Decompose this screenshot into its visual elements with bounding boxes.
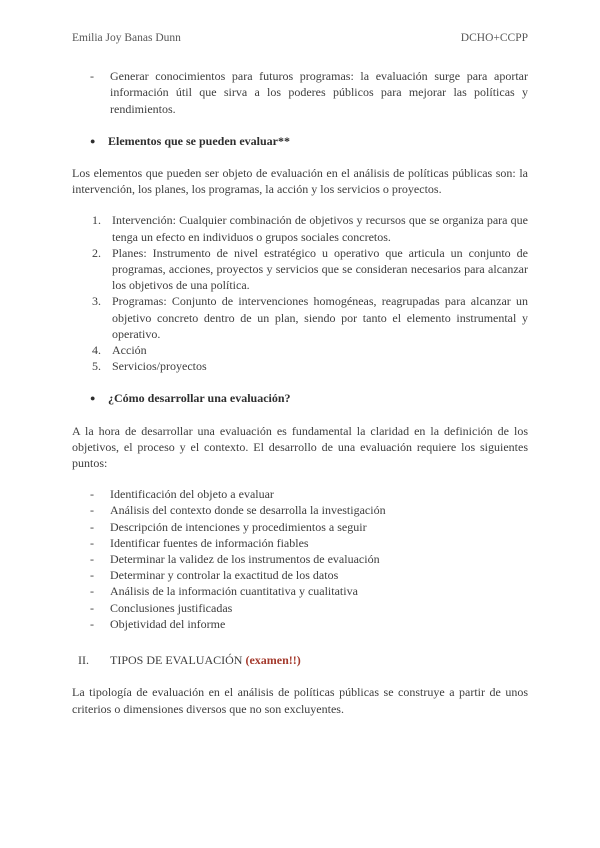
dash-marker: - (90, 503, 94, 518)
dash-paragraph-generar (72, 68, 528, 117)
list-item-text: Análisis del contexto donde se desarrolla la investigación (110, 503, 386, 518)
dash-list (72, 486, 528, 632)
list-item-text: Intervención: Cualquier combinación de objetivos y recursos que se organiza para que tenga un efecto en individuos o grupos sociales concretos. (112, 213, 528, 244)
list-item-text: Identificar fuentes de información fiables (110, 535, 309, 550)
bullet-heading-text: Elementos que se pueden evaluar** (108, 133, 291, 148)
paragraph-elementos: Los elementos que pueden ser objeto de evaluación en el análisis de políticas públicas son: la intervención, los planes, los programas, la acción y los servicios o proyectos. (72, 166, 528, 197)
list-item (72, 358, 528, 374)
list-item (72, 567, 528, 583)
list-number: 2. (92, 245, 101, 260)
list-item (72, 551, 528, 567)
list-item (72, 212, 528, 244)
list-item (72, 600, 528, 616)
list-item (72, 293, 528, 342)
list-item-text: Determinar la validez de los instrumentos de evaluación (110, 552, 380, 567)
dash-marker: - (90, 535, 94, 550)
paragraph-text: Generar conocimientos para futuros programas: la evaluación surge para aportar información útil que sirva a los poderes públicos para mejorar las políticas y rendimientos. (110, 69, 528, 116)
list-item (72, 502, 528, 518)
list-number: 5. (92, 359, 101, 374)
section-title-wrap (110, 652, 301, 668)
list-item-text: Identificación del objeto a evaluar (110, 487, 274, 502)
list-item (72, 245, 528, 294)
list-item (72, 616, 528, 632)
list-item-text: Acción (112, 343, 147, 358)
dash-marker: - (90, 568, 94, 583)
dash-marker: - (90, 69, 94, 84)
dash-marker: - (90, 616, 94, 631)
list-item-text: Objetividad del informe (110, 616, 226, 631)
list-item (72, 486, 528, 502)
bullet-heading-como-desarrollar (72, 390, 528, 406)
list-item (72, 535, 528, 551)
list-number: 3. (92, 294, 101, 309)
paragraph-como-desarrollar: A la hora de desarrollar una evaluación es fundamental la claridad en la definición de los objetivos, el proceso y el contexto. El desarrollo de una evaluación requiere los siguientes puntos: (72, 423, 528, 471)
paragraph-tipologia: La tipología de evaluación en el análisis de políticas públicas se construye a partir de unos criterios o dimensiones diversos que no son excluyentes. (72, 685, 528, 716)
list-item (72, 519, 528, 535)
dash-marker: - (90, 487, 94, 502)
dash-marker: - (90, 552, 94, 567)
bullet-icon: ● (90, 393, 96, 404)
bullet-heading-text: ¿Cómo desarrollar una evaluación? (108, 391, 291, 406)
list-number: 4. (92, 343, 101, 358)
section-heading-tipos (72, 652, 528, 668)
list-item-text: Descripción de intenciones y procedimientos a seguir (110, 519, 367, 534)
list-item (72, 342, 528, 358)
numbered-list (72, 212, 528, 374)
list-item-text: Conclusiones justificadas (110, 600, 233, 615)
bullet-icon: ● (90, 135, 96, 146)
section-title: TIPOS DE EVALUACIÓN (110, 653, 246, 668)
list-number: 1. (92, 213, 101, 228)
dash-marker: - (90, 600, 94, 615)
section-numeral: II. (78, 653, 89, 668)
list-item-text: Programas: Conjunto de intervenciones homogéneas, reagrupadas para alcanzar un objetivo concreto dentro de un plan, siendo por tanto el elemento instrumental y operativo. (112, 294, 528, 341)
list-item (72, 583, 528, 599)
bullet-heading-elementos (72, 133, 528, 149)
list-item-text: Determinar y controlar la exactitud de los datos (110, 568, 339, 583)
header-author: Emilia Joy Banas Dunn (72, 32, 181, 44)
list-item-text: Análisis de la información cuantitativa y cualitativa (110, 584, 358, 599)
header-course-code: DCHO+CCPP (460, 32, 528, 44)
section-exam-note: (examen!!) (245, 653, 301, 668)
dash-marker: - (90, 584, 94, 599)
document-header (72, 30, 528, 46)
dash-marker: - (90, 519, 94, 534)
list-item-text: Servicios/proyectos (112, 359, 207, 374)
list-item-text: Planes: Instrumento de nivel estratégico u operativo que articula un conjunto de programas, acciones, proyectos y servicios que se consideran necesarios para alcanzar los objetivos de una política. (112, 245, 528, 293)
